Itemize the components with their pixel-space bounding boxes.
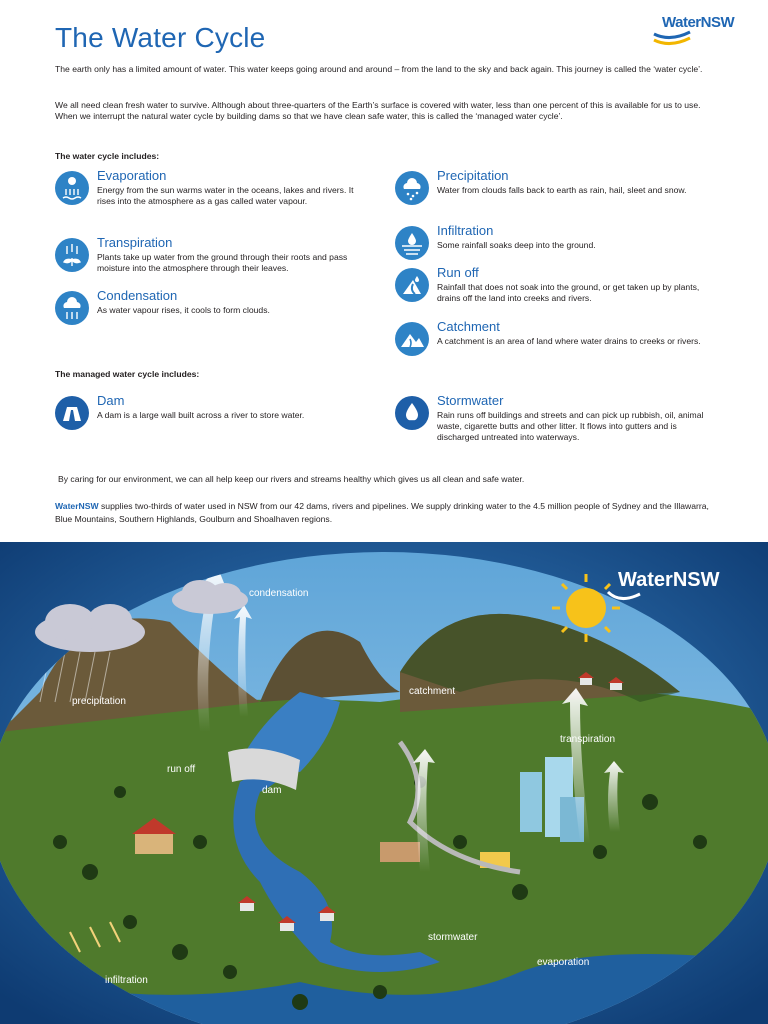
brand-name: WaterNSW	[662, 14, 735, 31]
item-text: Water from clouds falls back to earth as rain, hail, sleet and snow.	[437, 185, 687, 195]
item-text: As water vapour rises, it cools to form clouds.	[97, 305, 270, 315]
dam-icon	[55, 396, 89, 430]
intro-paragraph-2: We all need clean fresh water to survive. Although about three-quarters of the Earth’s surface is covered with water, less than one percent of this is available for us to use. When we interrupt the natural water cycle by building dams so that we have clean safe water, this is called the ‘managed water cycle’.	[55, 100, 701, 122]
condensation-icon	[55, 291, 89, 325]
item-text: Rain runs off buildings and streets and can pick up rubbish, oil, animal waste, cigarette butts and other litter. It flows into gutters and is discharged untreated into waterways.	[437, 410, 704, 443]
evaporation-icon	[55, 171, 89, 205]
catchment-icon	[395, 322, 429, 356]
label-run-off: run off	[167, 764, 196, 775]
item-text: A dam is a large wall built across a river to store water.	[97, 410, 305, 420]
water-cycle-illustration	[0, 542, 768, 1024]
water-cycle-scene	[0, 542, 768, 1024]
label-dam: dam	[262, 785, 282, 796]
label-condensation: condensation	[249, 588, 309, 599]
item-title: Dam	[97, 393, 125, 408]
item-title: Condensation	[97, 288, 178, 303]
label-stormwater: stormwater	[428, 932, 478, 943]
transpiration-icon	[55, 238, 89, 272]
label-precipitation: precipitation	[72, 696, 126, 707]
footer-line: By caring for our environment, we can all help keep our rivers and streams healthy which gives us all clean and safe water.	[58, 474, 525, 484]
item-text: A catchment is an area of land where water drains to creeks or rivers.	[437, 336, 701, 346]
label-evaporation: evaporation	[537, 957, 590, 968]
item-title: Catchment	[437, 319, 500, 334]
item-title: Precipitation	[437, 168, 509, 183]
footer-brand: WaterNSW	[55, 501, 99, 511]
intro-paragraph-1: The earth only has a limited amount of water. This water keeps going around and around – from the land to the sky and back again. This journey is called the ‘water cycle’.	[55, 64, 703, 74]
cycle-heading: The water cycle includes:	[55, 151, 160, 161]
footer-text: supplies two-thirds of water used in NSW from our 42 dams, rivers and pipelines. We supply drinking water to the 4.5 million people of Sydney and the Illawarra, Blue Mountains, Southern Highlands, Goulburn and Shoalhaven regions.	[55, 501, 709, 524]
item-title: Transpiration	[97, 235, 173, 250]
managed-heading: The managed water cycle includes:	[55, 369, 200, 379]
label-catchment: catchment	[409, 686, 456, 697]
infiltration-icon	[395, 226, 429, 260]
footer-paragraph	[55, 500, 715, 525]
item-title: Run off	[437, 265, 479, 280]
item-text: Energy from the sun warms water in the oceans, lakes and rivers. It rises into the atmosphere as a gas called water vapour.	[97, 185, 354, 207]
page-title: The Water Cycle	[55, 22, 266, 53]
precipitation-icon	[395, 171, 429, 205]
item-title: Stormwater	[437, 393, 504, 408]
scene-brand: WaterNSW	[618, 569, 720, 591]
stormwater-icon	[395, 396, 429, 430]
item-text: Some rainfall soaks deep into the ground.	[437, 240, 596, 250]
item-title: Evaporation	[97, 168, 167, 183]
label-transpiration: transpiration	[560, 734, 616, 745]
item-title: Infiltration	[437, 223, 494, 238]
run-off-icon	[395, 268, 429, 302]
label-infiltration: infiltration	[105, 975, 148, 986]
item-text: Rainfall that does not soak into the ground, or get taken up by plants, drains off the land into creeks and rivers.	[437, 282, 700, 304]
item-text: Plants take up water from the ground through their roots and pass moisture into the atmosphere through their leaves.	[97, 252, 348, 274]
